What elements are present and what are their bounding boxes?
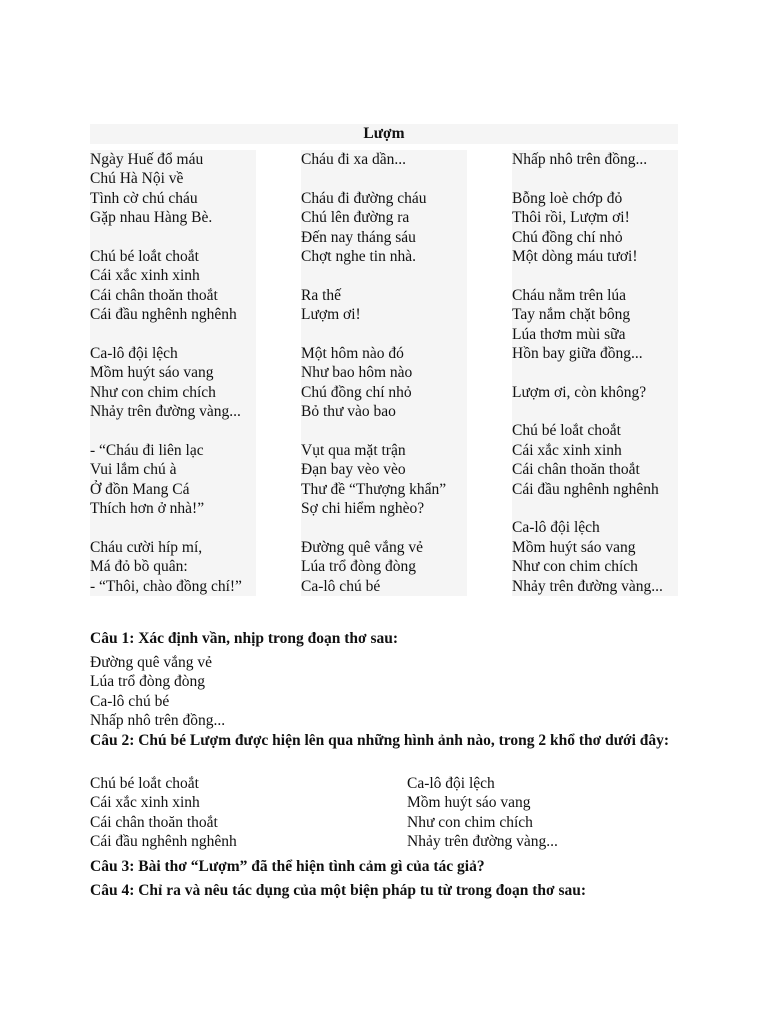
stanza-gap (512, 499, 678, 518)
poem-line: Đường quê vắng vẻ (301, 538, 424, 556)
poem-title: Lượm (90, 124, 678, 144)
question-1: Câu 1: Xác định vần, nhịp trong đoạn thơ sau: (90, 630, 399, 647)
poem-line: Nhảy trên đường vàng... (90, 403, 241, 421)
excerpt-line: Như con chim chích (407, 813, 533, 831)
poem-line: Lượm ơi! (301, 306, 361, 324)
excerpt-line: Cái xắc xinh xinh (90, 794, 200, 812)
excerpt-line: Nhảy trên đường vàng... (407, 833, 558, 851)
stanza-gap (512, 363, 678, 382)
poem-line: Mồm huýt sáo vang (90, 364, 214, 382)
poem-column-3 (512, 150, 678, 596)
poem-line: Mồm huýt sáo vang (512, 538, 636, 556)
poem-line: Chú Hà Nội về (90, 170, 184, 188)
poem-line: Ca-lô đội lệch (512, 519, 600, 537)
poem-line: Chú đồng chí nhỏ (512, 228, 623, 246)
stanza-gap (301, 518, 467, 537)
poem-line: Chợt nghe tin nhà. (301, 247, 416, 265)
poem-line: Vui lắm chú à (90, 461, 177, 479)
poem-line: Cái chân thoăn thoắt (512, 461, 640, 479)
stanza-gap (301, 169, 467, 188)
stanza-gap (90, 518, 256, 537)
poem-line: Như bao hôm nào (301, 364, 413, 382)
excerpt-line: Cái đầu nghênh nghênh (90, 833, 237, 851)
poem-line: Ở đồn Mang Cá (90, 480, 190, 498)
excerpt-line: Lúa trổ đòng đòng (90, 673, 205, 691)
stanza-gap (512, 169, 678, 188)
poem-line: - “Cháu đi liên lạc (90, 441, 204, 459)
poem-line: Bỏ thư vào bao (301, 403, 396, 421)
poem-line: - “Thôi, chào đồng chí!” (90, 577, 242, 595)
poem-line: Cái xắc xinh xinh (90, 267, 200, 285)
poem-line: Sợ chi hiểm nghèo? (301, 500, 425, 518)
poem-line: Vụt qua mặt trận (301, 441, 406, 459)
poem-column-2 (301, 150, 467, 596)
excerpt-line: Nhấp nhô trên đồng... (90, 712, 226, 730)
stanza-gap (301, 325, 467, 344)
poem-line: Thích hơn ở nhà!” (90, 500, 205, 518)
question-1-excerpt (90, 653, 225, 731)
poem-line: Cháu cười híp mí, (90, 538, 203, 556)
poem-line: Cháu đi đường cháu (301, 189, 427, 207)
poem-line: Nhấp nhô trên đồng... (512, 151, 648, 168)
stanza-gap (90, 325, 256, 344)
stanza-gap (301, 266, 467, 285)
excerpt-line: Ca-lô đội lệch (407, 775, 495, 792)
poem-line: Lúa trổ đòng đòng (301, 558, 416, 576)
poem-line: Tay nắm chặt bông (512, 306, 631, 324)
poem-line: Gặp nhau Hàng Bè. (90, 209, 213, 227)
poem-line: Một dòng máu tươi! (512, 247, 638, 265)
poem-line: Nhảy trên đường vàng... (512, 577, 663, 595)
poem-line: Cái chân thoăn thoắt (90, 286, 218, 304)
poem-line: Cái đầu nghênh nghênh (90, 306, 237, 324)
stanza-gap (512, 402, 678, 421)
poem-line: Chú đồng chí nhỏ (301, 383, 412, 401)
stanza-gap (90, 421, 256, 440)
question-2: Câu 2: Chú bé Lượm được hiện lên qua những hình ảnh nào, trong 2 khổ thơ dưới đây: (90, 732, 670, 749)
excerpt-line: Mồm huýt sáo vang (407, 794, 531, 812)
poem-line: Như con chim chích (512, 558, 638, 576)
question-3: Câu 3: Bài thơ “Lượm” đã thể hiện tình cảm gì của tác giả? (90, 858, 485, 875)
stanza-gap (301, 421, 467, 440)
poem-line: Cái đầu nghênh nghênh (512, 480, 659, 498)
poem-line: Lúa thơm mùi sữa (512, 325, 626, 343)
question-2-stanza-left (90, 774, 237, 852)
poem-line: Ca-lô chú bé (301, 577, 381, 595)
poem-line: Ca-lô đội lệch (90, 344, 178, 362)
excerpt-line: Chú bé loắt choắt (90, 775, 199, 792)
excerpt-line: Đường quê vắng vẻ (90, 654, 213, 671)
poem-line: Hồn bay giữa đồng... (512, 344, 643, 362)
poem-line: Một hôm nào đó (301, 344, 404, 362)
poem-line: Chú lên đường ra (301, 209, 410, 227)
excerpt-line: Ca-lô chú bé (90, 692, 170, 710)
poem-line: Ra thế (301, 286, 342, 304)
question-2-stanza-right (407, 774, 558, 852)
poem-line: Tình cờ chú cháu (90, 189, 198, 207)
question-4: Câu 4: Chỉ ra và nêu tác dụng của một biện pháp tu từ trong đoạn thơ sau: (90, 882, 587, 899)
poem-line: Má đỏ bồ quân: (90, 558, 188, 576)
poem-line: Thôi rồi, Lượm ơi! (512, 209, 630, 227)
poem-line: Đạn bay vèo vèo (301, 461, 406, 479)
poem-column-1 (90, 150, 256, 596)
poem-line: Chú bé loắt choắt (90, 247, 199, 265)
poem-line: Thư đề “Thượng khẩn” (301, 480, 447, 498)
poem-line: Bỗng loè chớp đỏ (512, 189, 623, 207)
poem-line: Lượm ơi, còn không? (512, 383, 647, 401)
poem-line: Cháu nằm trên lúa (512, 286, 627, 304)
poem-line: Ngày Huế đổ máu (90, 151, 204, 168)
poem-line: Đến nay tháng sáu (301, 228, 416, 246)
poem-line: Chú bé loắt choắt (512, 422, 621, 440)
stanza-gap (90, 228, 256, 247)
excerpt-line: Cái chân thoăn thoắt (90, 813, 218, 831)
poem-line: Cháu đi xa dần... (301, 151, 407, 168)
poem-line: Cái xắc xinh xinh (512, 441, 622, 459)
poem-line: Như con chim chích (90, 383, 216, 401)
stanza-gap (512, 266, 678, 285)
